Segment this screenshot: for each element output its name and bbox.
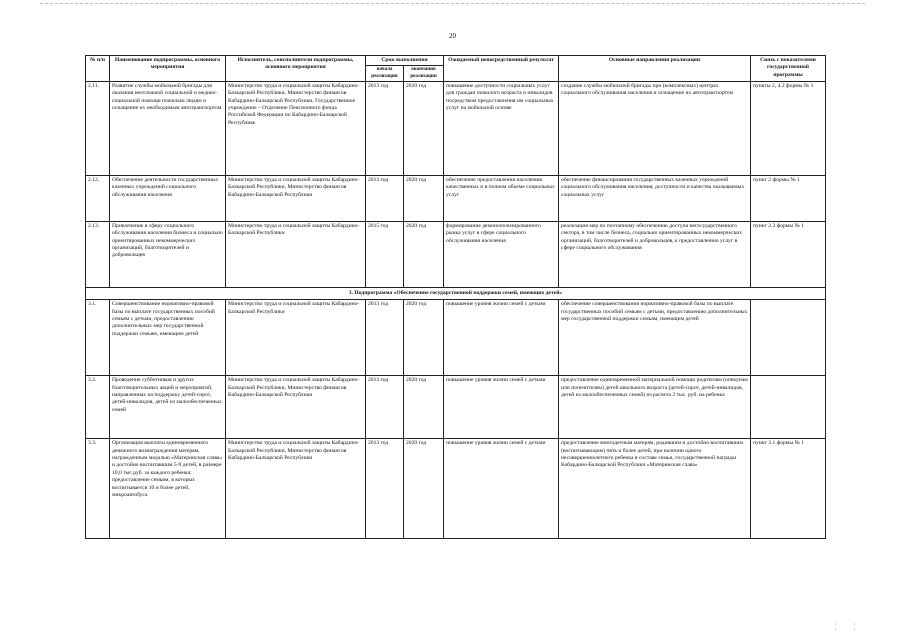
- row-num: 2.12.: [86, 175, 110, 221]
- row-num: 3.1.: [86, 300, 110, 376]
- row-end: 2020 год: [404, 175, 444, 221]
- row-directions: обеспечение финансирования государственных казенных учреждений социального обслуживания населения, доступности и качества оказываемых социальных услуг: [559, 175, 751, 221]
- row-link: пункт 2.3 формы № 1: [751, 221, 826, 287]
- header-executor: Исполнитель, соисполнители подпрограммы, основного мероприятия: [226, 56, 366, 82]
- row-directions: обеспечение совершенствования нормативно-правовой базы по выплате государственных пособий семьям с детьми, предоставлению дополнительных мер государственной поддержки семьям, имеющим детей: [559, 300, 751, 376]
- row-end: 2020 год: [404, 300, 444, 376]
- row-start: 2015 год: [366, 221, 404, 287]
- row-num: 2.11.: [86, 81, 110, 175]
- section-title: 3. Подпрограмма «Обеспечение государственной поддержки семей, имеющих детей»: [86, 287, 826, 299]
- row-name: Развитие службы мобильной бригады для оказания неотложной социальной и медико-социальной помощи пожилым людям и оснащение их необходимым автотранспортом: [110, 81, 226, 175]
- header-row: [86, 56, 826, 66]
- row-start: 2013 год: [366, 81, 404, 175]
- row-result: формирование демонополизированного рынка услуг в сфере социального обслуживания населения: [444, 221, 559, 287]
- row-num: 3.3.: [86, 439, 110, 539]
- row-result: повышение уровня жизни семей с детьми: [444, 376, 559, 439]
- row-end: 2020 год: [404, 81, 444, 175]
- row-executor: Министерство труда и социальной защиты Кабардино-Балкарской Республики, Министерство финансов Кабардино-Балкарской Республики: [226, 175, 366, 221]
- row-executor: Министерство труда и социальной защиты Кабардино-Балкарской Республики, Министерство финансов Кабардино-Балкарской Республики: [226, 439, 366, 539]
- row-name: Привлечение в сферу социального обслуживания населения бизнеса и социально ориентированных некоммерческих организаций, благотворителей и добровольцев: [110, 221, 226, 287]
- row-end: 2020 год: [404, 221, 444, 287]
- row-executor: Министерство труда и социальной защиты Кабардино-Балкарской Республики: [226, 300, 366, 376]
- header-link: Связь с показателями государственной программы: [751, 56, 826, 82]
- row-end: 2020 год: [404, 439, 444, 539]
- row-directions: предоставление единовременной материальной помощи родителям (опекунам или попечителям) детей школьного возраста (детей-сирот, детей-инвалидов, детей из малообеспеченных семей) из расчета 2 тыс. руб. на ребенка: [559, 376, 751, 439]
- row-directions: реализация мер по поэтапному обеспечению доступа негосударственного сектора, в том числе бизнеса, социально ориентированных некоммерческих организаций, благотворителей и добровольцев, к предоставлению услуг в сфере социального обслуживания: [559, 221, 751, 287]
- header-period-start: начала реализации: [366, 66, 404, 81]
- program-measures-table: [85, 55, 826, 539]
- row-directions: предоставление многодетным матерям, родившим и достойно воспитавшим (воспитывающим) пять и более детей, при наличии одного несовершеннолетнего ребенка в составе семьи, государственной награды Кабардино-Балкарской Республики «Материнская слава»: [559, 439, 751, 539]
- row-link: пункт 2 формы № 1: [751, 175, 826, 221]
- row-result: повышение уровня жизни семей с детьми: [444, 300, 559, 376]
- table-row: [86, 81, 826, 175]
- row-num: 3.2.: [86, 376, 110, 439]
- row-result: повышение уровня жизни семей с детьми: [444, 439, 559, 539]
- header-period-end: окончания реализации: [404, 66, 444, 81]
- row-start: 2013 год: [366, 376, 404, 439]
- row-start: 2013 год: [366, 175, 404, 221]
- row-start: 2013 год: [366, 300, 404, 376]
- section-row: [86, 287, 826, 299]
- row-executor: Министерство труда и социальной защиты Кабардино-Балкарской Республики, Министерство финансов Кабардино-Балкарской Республики, Государственное учреждение – Отделение Пенсионного фонда Российской Федерации по Кабардино-Балкарской Республике: [226, 81, 366, 175]
- row-name: Совершенствование нормативно-правовой базы по выплате государственных пособий семьям с детьми, предоставлению дополнительных мер государственной поддержки семьям, имеющим детей: [110, 300, 226, 376]
- row-link: [751, 300, 826, 376]
- row-start: 2013 год: [366, 439, 404, 539]
- table-row: [86, 439, 826, 539]
- row-executor: Министерство труда и социальной защиты Кабардино-Балкарской Республики: [226, 221, 366, 287]
- header-result: Ожидаемый непосредственный результат: [444, 56, 559, 82]
- row-result: обеспечение предоставления населению качественных и в полном объеме социальных услуг: [444, 175, 559, 221]
- row-num: 2.13.: [86, 221, 110, 287]
- page-number: 20: [449, 32, 456, 40]
- row-result: повышение доступности социальных услуг для граждан пожилого возраста и инвалидов посредством предоставления им социальных услуг на мобильной основе: [444, 81, 559, 175]
- header-period: Срок выполнения: [366, 56, 444, 66]
- row-name: Организация выплаты единовременного денежного вознаграждения матерям, награжденным медалью «Материнская слава» и достойно воспитавшим 5-9 детей, в размере 10,0 тыс.руб. за каждого ребенка; предоставление семьям, в которых воспитывается 10 и более детей, микроавтобуса: [110, 439, 226, 539]
- header-name: Наименование подпрограммы, основного мероприятия: [110, 56, 226, 82]
- table-row: [86, 300, 826, 376]
- row-link: пункт 3.1 формы № 1: [751, 439, 826, 539]
- row-link: [751, 376, 826, 439]
- header-directions: Основные направления реализации: [559, 56, 751, 82]
- table-row: [86, 175, 826, 221]
- row-directions: создание службы мобильной бригады при (комплексных) центрах социального обслуживания населения и оснащение их автотранспортом: [559, 81, 751, 175]
- row-end: 2020 год: [404, 376, 444, 439]
- row-link: пункты 2, 4.2 формы № 1: [751, 81, 826, 175]
- scan-marks: '' '': [835, 624, 873, 634]
- table-row: [86, 221, 826, 287]
- row-name: Проведение субботников и других благотворительных акций и мероприятий, направленных на поддержку детей-сирот, детей-инвалидов, детей из малообеспеченных семей: [110, 376, 226, 439]
- top-edge-rule: [40, 3, 865, 4]
- header-num: № п/п: [86, 56, 110, 82]
- row-executor: Министерство труда и социальной защиты Кабардино-Балкарской Республики, Министерство финансов Кабардино-Балкарской Республики: [226, 376, 366, 439]
- row-name: Обеспечение деятельности государственных казенных учреждений социального обслуживания населения: [110, 175, 226, 221]
- table-row: [86, 376, 826, 439]
